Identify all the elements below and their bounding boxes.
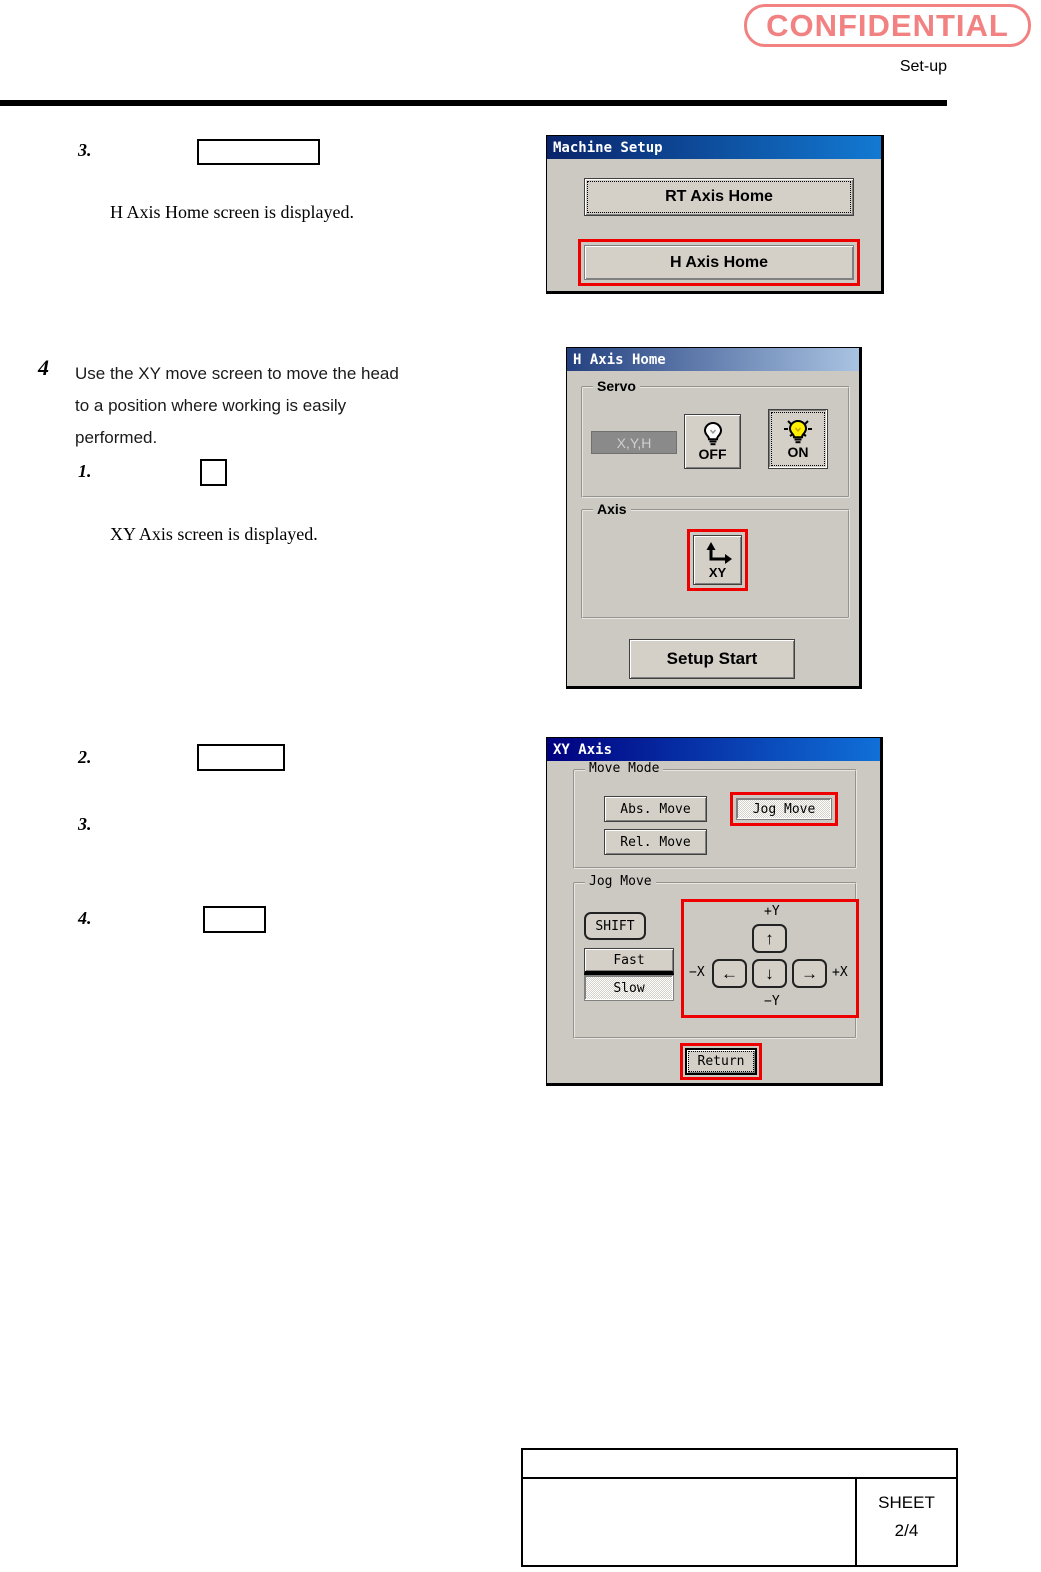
confidential-stamp: CONFIDENTIAL [744, 4, 1031, 47]
return-highlight [680, 1043, 762, 1080]
servo-off-button[interactable] [684, 414, 741, 469]
plus-y-label: +Y [764, 904, 780, 919]
header-divider [0, 100, 947, 106]
jog-move-group-label: Jog Move [585, 874, 656, 889]
jog-up-button[interactable] [752, 924, 787, 953]
h-axis-home-button[interactable]: H Axis Home [584, 245, 854, 280]
substep1-caption: XY Axis screen is displayed. [110, 524, 318, 544]
substep1-number: 1. [78, 461, 92, 481]
xy-axis-label: XY [708, 564, 727, 580]
bent-arrow-icon [703, 541, 733, 565]
servo-axes-label: X,Y,H [591, 431, 677, 454]
redacted-box [197, 139, 320, 165]
jog-pad-highlight [681, 899, 859, 1018]
servo-on-label: ON [787, 443, 809, 460]
redacted-box [200, 459, 227, 486]
sheet-table-header-row [523, 1450, 956, 1479]
jog-down-button[interactable] [752, 959, 787, 988]
servo-group-label: Servo [593, 378, 640, 394]
substep2-number: 2. [78, 747, 92, 767]
h-axis-home-highlight [578, 239, 860, 286]
substep4-number: 4. [78, 908, 92, 928]
return-button[interactable]: Return [685, 1048, 757, 1075]
bulb-on-icon [781, 419, 815, 444]
setup-start-button[interactable]: Setup Start [629, 639, 795, 679]
arrow-right-icon: → [801, 963, 818, 983]
jog-move-highlight [730, 792, 838, 826]
shift-button[interactable]: SHIFT [584, 912, 646, 940]
jog-left-button[interactable] [712, 959, 747, 988]
servo-off-label: OFF [698, 446, 727, 462]
bulb-off-icon [700, 421, 726, 446]
h-axis-home-titlebar: H Axis Home [567, 348, 859, 371]
step4-line3: performed. [75, 428, 158, 447]
step4-text [75, 358, 399, 454]
abs-move-button[interactable]: Abs. Move [604, 796, 707, 822]
step3-number: 3. [78, 140, 92, 160]
minus-y-label: −Y [764, 994, 780, 1009]
slow-button[interactable]: Slow [584, 975, 674, 1001]
redacted-box [203, 906, 266, 933]
axis-group-label: Axis [593, 501, 631, 517]
sheet-table-empty-cell [523, 1479, 857, 1567]
substep3-number: 3. [78, 814, 92, 834]
machine-setup-titlebar: Machine Setup [547, 136, 881, 159]
fast-button[interactable]: Fast [584, 948, 674, 975]
arrow-down-icon: ↓ [765, 963, 774, 983]
step4-line2: to a position where working is easily [75, 396, 347, 415]
rt-axis-home-button[interactable]: RT Axis Home [584, 178, 854, 216]
arrow-up-icon: ↑ [765, 928, 774, 948]
step4-line1: Use the XY move screen to move the head [75, 364, 399, 383]
redacted-box [197, 744, 285, 771]
section-header: Set-up [899, 58, 947, 75]
xy-axis-highlight [687, 529, 748, 591]
xy-axis-dialog [546, 737, 883, 1086]
arrow-left-icon: ← [721, 963, 738, 983]
xy-axis-button[interactable] [693, 535, 742, 585]
move-mode-group-label: Move Mode [585, 761, 663, 776]
sheet-value: 2/4 [894, 1521, 919, 1540]
minus-x-label: −X [689, 965, 705, 980]
machine-setup-dialog [546, 135, 884, 294]
step4-number: 4 [38, 355, 49, 380]
h-axis-home-dialog [566, 347, 862, 689]
plus-x-label: +X [832, 965, 848, 980]
xy-axis-titlebar: XY Axis [547, 738, 880, 761]
rel-move-button[interactable]: Rel. Move [604, 829, 707, 855]
sheet-number-cell [857, 1479, 956, 1567]
sheet-label: SHEET [878, 1493, 935, 1512]
sheet-table [521, 1448, 958, 1567]
step3-caption: H Axis Home screen is displayed. [110, 202, 354, 222]
jog-move-button[interactable]: Jog Move [736, 798, 832, 820]
jog-right-button[interactable] [792, 959, 827, 988]
servo-on-button[interactable] [768, 409, 828, 469]
